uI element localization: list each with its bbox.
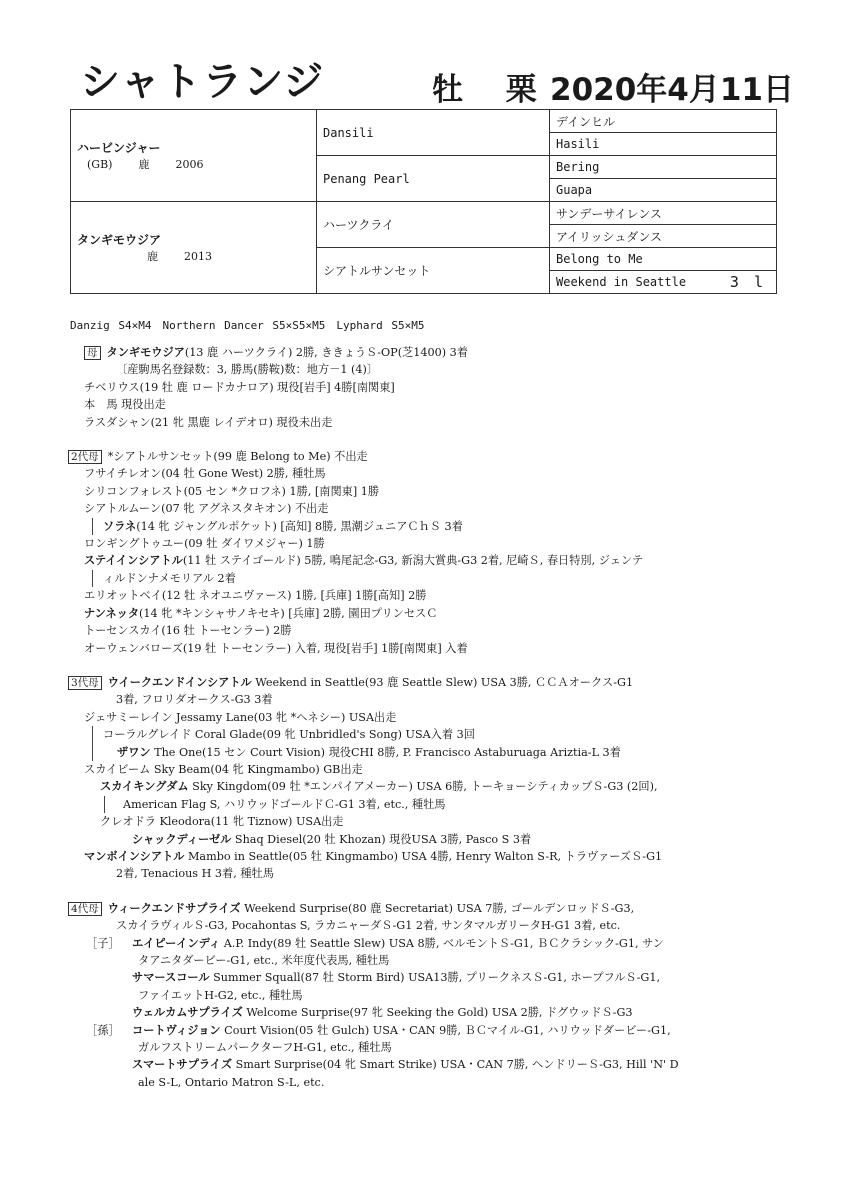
sire-sire: Dansili [317, 110, 550, 156]
list-item: ファイエットH-G2, etc., 種牡馬 [138, 988, 303, 1002]
sire-dam: Penang Pearl [317, 156, 550, 202]
list-item: スカイキングダム Sky Kingdom(09 牡 *エンパイアメーカー) USA 6勝, トーキョーシティカップＳ-G3 (2回), [100, 780, 658, 794]
list-item: ale S-L, Ontario Matron S-L, etc. [138, 1075, 325, 1089]
gen3-8: Weekend in Seattle [556, 275, 687, 289]
list-item: ザワン The One(15 セン Court Vision) 現役CHI 8勝, P. Francisco Astaburuaga Ariztia-L 3着 [92, 744, 788, 761]
list-item: エリオットベイ(12 牡 ネオユニヴァース) 1勝, [兵庫] 1勝[高知] 2勝 [84, 589, 427, 603]
list-item: ラスダシャン(21 牝 黒鹿 レイデオロ) 現役未出走 [84, 415, 333, 429]
gen3-3: Bering [550, 156, 777, 179]
gen3-4: Guapa [550, 179, 777, 202]
dam-cell [71, 202, 317, 294]
list-item: ガルフストリームパークターフH-G1, etc., 種牡馬 [138, 1041, 392, 1055]
sire-cell [71, 110, 317, 202]
list-item: マンボインシアトル Mambo in Seattle(05 牡 Kingmambo) USA 4勝, Henry Walton S-R, トラヴァーズＳ-G1 [84, 849, 663, 863]
list-item: サマースコール Summer Squall(87 牡 Storm Bird) USA13勝, プリークネスＳ-G1, ホープフルＳ-G1, [132, 971, 661, 985]
dam-line: 母 タンギモウジア(13 鹿 ハーツクライ) 2勝, ききょうＳ-OP(芝1400) 3着 [68, 344, 788, 361]
fourth-dam-tag: 4代母 [68, 902, 102, 916]
list-item: 3着, フロリダオークス-G3 3着 [116, 693, 273, 707]
list-item: ［孫］ コートヴィジョン Court Vision(05 牡 Gulch) USA・CAN 9勝, ＢＣマイル-G1, ハリウッドダービー-G1, [86, 1023, 671, 1037]
list-item: フサイチレオン(04 牡 Gone West) 2勝, 種牡馬 [84, 467, 326, 481]
family-number: 3 l [729, 273, 766, 291]
list-item: トーセンスカイ(16 牡 トーセンラー) 2勝 [84, 624, 292, 638]
gen3-1: デインヒル [550, 110, 777, 133]
list-item: スカイラヴィルＳ-G3, Pocahontas S, ラカニャーダＳ-G1 2着, サンタマルガリータH-G1 3着, etc. [116, 919, 621, 933]
sire-name: ハービンジャー [77, 141, 161, 155]
second-dam-tag: 2代母 [68, 450, 102, 464]
sire-info: (GB) 鹿 2006 [87, 158, 204, 171]
gen3-2: Hasili [550, 133, 777, 156]
family-notes [68, 344, 788, 1091]
list-item: シャックディーゼル Shaq Diesel(20 牡 Khozan) 現役USA 3勝, Pasco S 3着 [132, 832, 532, 846]
list-item: クレオドラ Kleodora(11 牝 Tiznow) USA出走 [100, 815, 344, 829]
fourth-dam-line: 4代母 ウィークエンドサプライズ Weekend Surprise(80 鹿 Secretariat) USA 7勝, ゴールデンロッドＳ-G3, [68, 900, 788, 917]
list-item: 2着, Tenacious H 3着, 種牡馬 [116, 867, 274, 881]
horse-name: シャトランジ [80, 59, 325, 105]
list-item: ソラネ(14 牝 ジャングルポケット) [高知] 8勝, 黒潮ジュニアＣｈＳ 3着 [92, 518, 788, 535]
dam-dam: シアトルサンセット [317, 248, 550, 294]
gen3-8-cell [550, 271, 777, 294]
birth-date: 2020年4月11日 [550, 72, 794, 108]
gen3-5: サンデーサイレンス [550, 202, 777, 225]
list-item: American Flag S, ハリウッドゴールドＣ-G1 3着, etc., 種牡馬 [104, 796, 788, 813]
dam-sire: ハーツクライ [317, 202, 550, 248]
list-item: ィルドンナメモリアル 2着 [92, 570, 788, 587]
dam-name: タンギモウジア [77, 233, 162, 247]
sex-color: 牡 栗 [432, 72, 553, 108]
third-dam-line: 3代母 ウイークエンドインシアトル Weekend in Seattle(93 鹿 Seattle Slew) USA 3勝, ＣＣＡオークス-G1 [68, 674, 788, 691]
list-item: ロンギングトゥユー(09 牡 ダイワメジャー) 1勝 [84, 537, 325, 551]
list-item: シアトルムーン(07 牝 アグネスタキオン) 不出走 [84, 502, 329, 516]
list-item: タアニタダービー-G1, etc., 米年度代表馬, 種牡馬 [138, 954, 390, 967]
list-item: ステイインシアトル(11 牡 ステイゴールド) 5勝, 鳴尾記念-G3, 新潟大賞典-G3 2着, 尼崎Ｓ, 春日特別, ジェンテ [84, 554, 644, 568]
gen3-7: Belong to Me [550, 248, 777, 271]
third-dam-tag: 3代母 [68, 676, 102, 690]
list-item: オーウェンバローズ(19 牡 トーセンラー) 入着, 現役[岩手] 1勝[南関東] 入着 [84, 641, 468, 655]
list-item: チベリウス(19 牡 鹿 ロードカナロア) 現役[岩手] 4勝[南関東] [84, 380, 395, 394]
gen3-6: アイリッシュダンス [550, 225, 777, 248]
list-item: スマートサプライズ Smart Surprise(04 牝 Smart Strike) USA・CAN 7勝, ヘンドリーＳ-G3, Hill 'N' D [132, 1058, 679, 1072]
dam-tag: 母 [84, 346, 101, 360]
dam-info: 鹿 2013 [147, 250, 212, 263]
list-item: ウェルカムサプライズ Welcome Surprise(97 牝 Seeking the Gold) USA 2勝, ドグウッドＳ-G3 [132, 1006, 633, 1020]
list-item: シリコンフォレスト(05 セン *クロフネ) 1勝, [南関東] 1勝 [84, 484, 380, 498]
dam-produce-summary: 〔産駒馬名登録数：3, 勝馬(勝鞍)数：地方－1 (4)〕 [116, 363, 379, 377]
list-item: スカイビーム Sky Beam(04 牝 Kingmambo) GB出走 [84, 762, 363, 776]
list-item: ジェサミーレイン Jessamy Lane(03 牝 *ヘネシー) USA出走 [84, 710, 397, 724]
list-item: ナンネッタ(14 牝 *キンシャサノキセキ) [兵庫] 2勝, 園田プリンセスＣ [84, 606, 438, 620]
inbreeding-line: Danzig S4×M4 Northern Dancer S5×S5×M5 Lyphard S5×M5 [70, 319, 425, 332]
pedigree-table [70, 109, 777, 294]
list-item: 本 馬 現役出走 [84, 398, 166, 412]
second-dam-line: 2代母 *シアトルサンセット(99 鹿 Belong to Me) 不出走 [68, 448, 788, 465]
list-item: ［子］ エイピーインディ A.P. Indy(89 牡 Seattle Slew) USA 8勝, ベルモントＳ-G1, ＢＣクラシック-G1, サン [86, 936, 664, 950]
list-item: コーラルグレイド Coral Glade(09 牝 Unbridled's Song) USA入着 3回 [92, 726, 788, 743]
